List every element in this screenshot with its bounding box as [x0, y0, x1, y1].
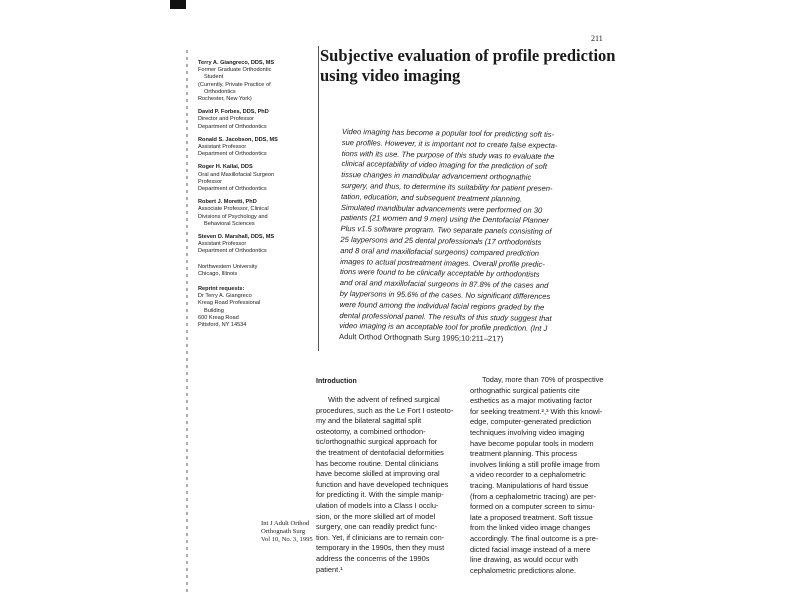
abstract-line: and 8 oral and maxillofacial surgeons) compared prediction: [340, 245, 540, 258]
reprint-line: Building: [204, 307, 224, 314]
author-name: Steven D. Marshall, DDS, MS: [198, 234, 275, 241]
body-line: ulation of models into a Class I occlu-: [316, 500, 439, 510]
body-line: the treatment of dentofacial deformities: [316, 447, 444, 457]
institution-line: Northwestern University: [198, 263, 258, 270]
abstract-line: Video imaging has become a popular tool for predicting soft tis-: [341, 127, 555, 139]
author-block: [198, 199, 316, 228]
author-affiliation: Divisions of Psychology and: [198, 213, 268, 220]
author-affiliation: Director and Professor: [198, 116, 254, 123]
journal-reference-line: Int J Adult Orthod: [261, 520, 310, 527]
abstract-line: tissue changes in mandibular advancement orthognathic: [341, 170, 532, 182]
section-heading-introduction: Introduction: [316, 378, 357, 385]
author-block: [198, 137, 316, 159]
body-line: accordingly. The final outcome is a pre-: [470, 533, 599, 543]
author-name: Robert J. Moretti, PhD: [198, 199, 257, 206]
reprint-requests: [198, 286, 316, 329]
abstract-line: 25 laypersons and 25 dental professionals (17 orthodontists: [340, 234, 542, 247]
author-affiliation: Professor: [198, 178, 222, 185]
article-title: [320, 46, 640, 86]
body-line: tracing. Manipulations of hard tissue: [470, 480, 589, 490]
body-line: orthognathic surgical patients cite: [470, 385, 580, 395]
institution: [198, 264, 316, 278]
abstract-line: patients (21 women and 9 men) using the Dentofacial Planner: [340, 213, 549, 226]
author-block: [198, 60, 316, 103]
abstract-line: sue profiles. However, it is important not to create false expecta-: [341, 137, 558, 150]
author-affiliation: Assistant Professor: [198, 241, 247, 248]
scan-artifact-mark: [170, 0, 186, 9]
body-line: With the advent of refined surgical: [328, 395, 440, 404]
abstract-line: tions with its use. The purpose of this study was to evaluate the: [341, 148, 555, 161]
author-list: [198, 60, 316, 329]
reprint-line: Dr Terry A. Giangreco: [198, 293, 252, 300]
abstract-citation: Adult Orthod Orthognath Surg 1995;10:211–217): [339, 332, 504, 344]
body-column-left: [316, 395, 466, 575]
body-line: patient.¹: [316, 564, 343, 574]
body-line: temporary in the 1990s, then they must: [316, 543, 445, 553]
title-line: using video imaging: [320, 66, 461, 85]
title-line: Subjective evaluation of profile prediction: [320, 46, 616, 65]
author-affiliation: Orthodontics: [204, 88, 236, 95]
body-line: for predicting it. With the simple manip-: [316, 490, 444, 500]
body-line: sion, or the more skilled art of model: [316, 511, 436, 521]
abstract-line: video imaging is an acceptable tool for profile prediction. (Int J: [339, 321, 548, 334]
scan-margin-line: [186, 50, 188, 595]
body-line: edge, computer-generated prediction: [470, 417, 592, 427]
author-affiliation: Rochester, New York): [198, 96, 252, 103]
reprint-line: Pittsford, NY 14534: [198, 322, 247, 329]
institution-line: Chicago, Illinois: [198, 270, 238, 277]
reprint-title: Reprint requests:: [198, 286, 245, 293]
body-line: osteotomy, a combined orthodon-: [316, 426, 426, 436]
author-affiliation: Department of Orthodontics: [198, 151, 267, 158]
reprint-line: Kreag Road Professional: [198, 300, 261, 307]
journal-reference-line: Vol 10, No. 3, 1995: [261, 536, 313, 543]
abstract-line: by laypersons in 95.6% of the cases. No significant differences: [339, 288, 551, 301]
abstract-line: Plus v1.5 software program. Two separate panels consisting of: [340, 224, 552, 237]
author-affiliation: Associate Professor, Clinical: [198, 206, 269, 213]
author-affiliation: Oral and Maxillofacial Surgeon: [198, 171, 275, 178]
body-line: surgery, one can readily predict func-: [316, 522, 438, 532]
body-line: cephalometric predictions alone.: [470, 565, 576, 575]
author-block: [198, 234, 316, 256]
body-line: tic/orthognathic surgical approach for: [316, 437, 438, 447]
reprint-line: 600 Kreag Road: [198, 314, 239, 321]
author-affiliation: Department of Orthodontics: [198, 248, 267, 255]
body-line: tion. Yet, if clinicians are to remain con-: [316, 532, 445, 542]
abstract-line: tions were found to be clinically acceptable by orthodontists: [339, 267, 540, 280]
body-line: techniques involving video imaging: [470, 427, 585, 437]
author-block: [198, 164, 316, 193]
author-block: [198, 109, 316, 131]
body-line: Today, more than 70% of prospective: [482, 375, 604, 384]
body-line: formed on a computer screen to simu-: [470, 502, 595, 512]
author-affiliation: Assistant Professor: [198, 144, 247, 151]
title-vertical-rule: [318, 46, 319, 351]
author-affiliation: Department of Orthodontics: [198, 186, 267, 193]
abstract-line: images to actual postreatment images. Overall profile predic-: [340, 256, 545, 269]
body-line: (from a cephalometric tracing) are per-: [470, 491, 597, 501]
author-affiliation: (Currently, Private Practice of: [198, 81, 271, 88]
body-line: from the linked video image changes: [470, 523, 591, 533]
body-line: function and have developed techniques: [316, 479, 449, 489]
author-affiliation: Former Graduate Orthodontic: [198, 67, 272, 74]
journal-reference-line: Orthognath Surg: [261, 528, 306, 535]
journal-reference: [261, 520, 313, 544]
author-name: Terry A. Giangreco, DDS, MS: [198, 60, 275, 66]
body-line: have become popular tools in modern: [470, 438, 594, 448]
body-line: line drawing, as would occur with: [470, 555, 579, 565]
author-name: Roger H. Kallal, DDS: [198, 164, 253, 171]
page-number: 211: [591, 34, 603, 43]
body-line: have become skilled at improving oral: [316, 469, 440, 479]
body-line: has become routine. Dental clinicians: [316, 458, 439, 468]
body-line: involves linking a still profile image from: [470, 459, 600, 469]
body-line: dicted facial image instead of a mere: [470, 544, 591, 554]
abstract-line: were found among the individual facial regions graded by the: [339, 299, 545, 312]
author-name: David P. Forbes, DDS, PhD: [198, 109, 269, 116]
body-line: my and the bilateral sagittal split: [316, 416, 422, 426]
author-affiliation: Behavioral Sciences: [204, 220, 255, 227]
body-line: procedures, such as the Le Fort I osteoto-: [316, 405, 454, 415]
abstract-line: dental professional panel. The results of this study suggest that: [339, 310, 552, 323]
body-line: esthetics as a major motivating factor: [470, 396, 592, 406]
author-affiliation: Department of Orthodontics: [198, 123, 267, 130]
abstract-line: surgery, and thus, to determine its suitability for patient presen-: [341, 180, 553, 193]
author-name: Ronald S. Jacobson, DDS, MS: [198, 136, 278, 143]
abstract: [339, 127, 607, 347]
abstract-line: clinical acceptability of video imaging for the prediction of soft: [341, 159, 548, 172]
author-affiliation: Student: [204, 74, 224, 81]
abstract-line: Simulated mandibular advancements were performed on 30: [340, 202, 543, 215]
body-line: for seeking treatment.²,³ With this knowl-: [470, 406, 603, 416]
body-line: treatment planning. This process: [470, 449, 578, 459]
body-line: late a proposed treatment. Soft tissue: [470, 512, 593, 522]
abstract-line: and oral and maxillofacial surgeons in 87.8% of the cases and: [339, 278, 549, 291]
abstract-line: tation, education, and subsequent treatment planning.: [340, 191, 523, 204]
body-line: address the concerns of the 1990s: [316, 553, 430, 563]
body-column-right: [470, 375, 620, 576]
body-line: a video recorder to a cephalometric: [470, 470, 586, 480]
